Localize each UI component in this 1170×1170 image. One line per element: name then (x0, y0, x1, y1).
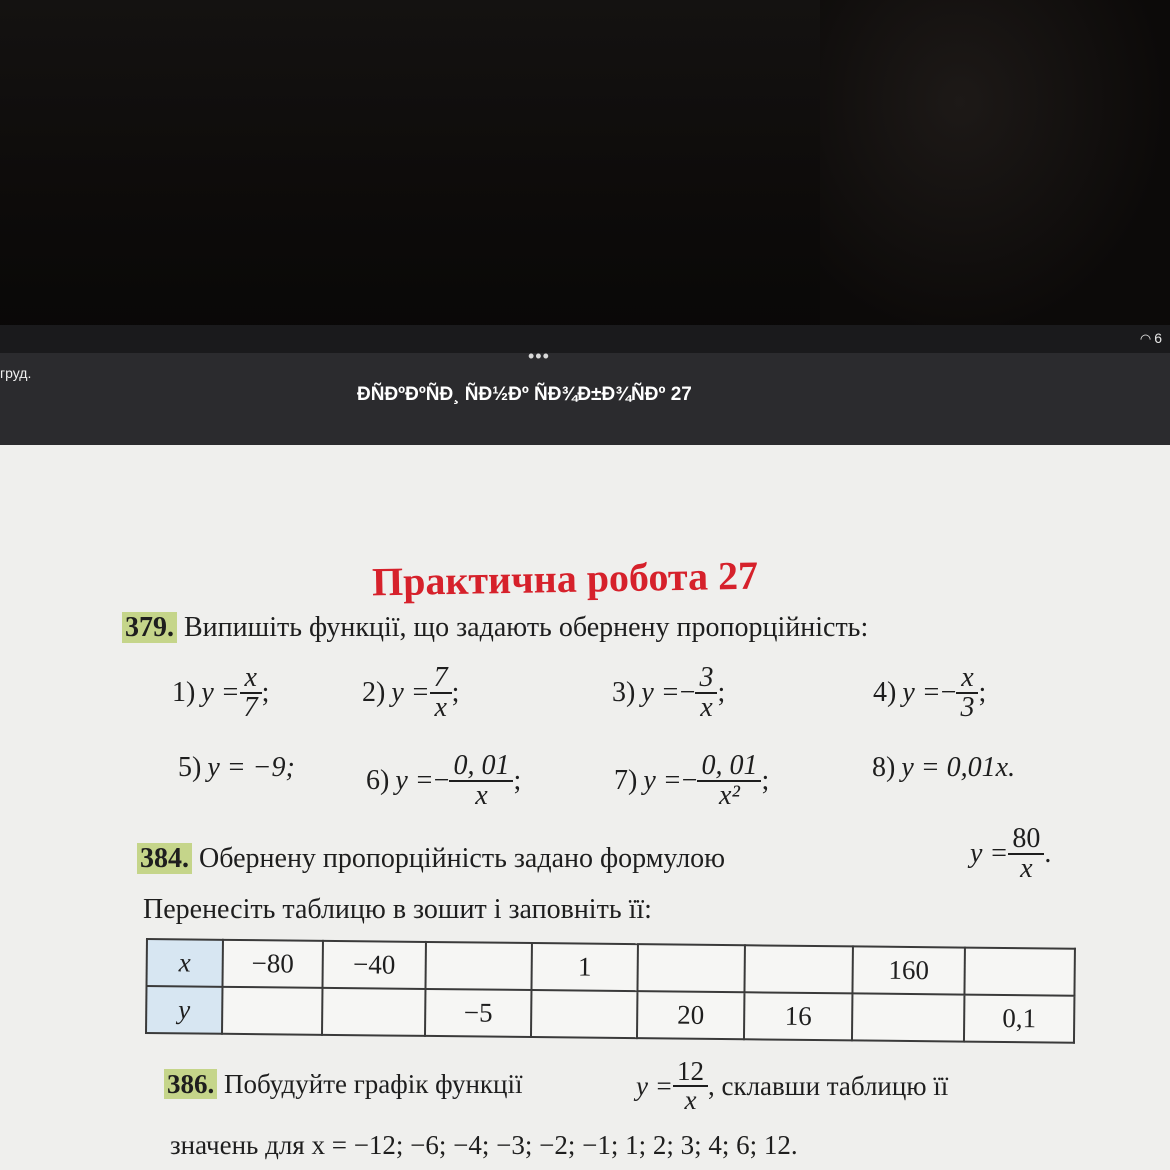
function-item (612, 664, 725, 722)
task-number: 379. (122, 612, 177, 643)
denominator: x (673, 1085, 708, 1114)
function-fraction (695, 664, 717, 722)
formula-tail: . (1044, 838, 1052, 869)
function-tail: ; (761, 765, 770, 796)
denominator: x (449, 780, 513, 810)
function-fraction (697, 752, 761, 810)
table-header-x: x (146, 939, 222, 987)
table-cell: −5 (425, 989, 531, 1037)
denominator: x (430, 692, 452, 722)
function-item (366, 752, 521, 810)
numerator: 3 (699, 662, 714, 693)
denominator: x (695, 692, 717, 722)
table-cell (852, 993, 964, 1041)
table-cell (222, 987, 322, 1035)
table-cell (744, 945, 852, 993)
function-tail: ; (261, 677, 270, 708)
formula-after: , склавши таблицю її (707, 1070, 949, 1101)
table-cell (637, 944, 744, 992)
task-386-heading (164, 1069, 523, 1100)
denominator: x² (697, 780, 761, 810)
item-label: 4) (873, 677, 897, 708)
function-sign: − (681, 765, 698, 796)
document-title: ÐÑÐºÐºÑÐ¸ ÑÐ½Ðº ÑÐ¾Ð±Ð¾ÑÐº 27 (357, 384, 692, 405)
denominator: 7 (240, 692, 262, 722)
table-cell (964, 948, 1074, 996)
task-379-heading (122, 612, 868, 644)
task-number: 384. (137, 843, 192, 874)
function-lhs: y = (201, 677, 240, 708)
table-cell: 16 (744, 992, 852, 1040)
item-label: 3) (612, 677, 636, 708)
task-number: 386. (164, 1069, 217, 1099)
background-shadow (820, 0, 1170, 340)
formula-lhs: y = (636, 1070, 673, 1101)
task-384-instruction: Перенесіть таблицю в зошит і заповніть її: (143, 894, 652, 925)
table-cell (425, 942, 531, 990)
function-fraction (430, 664, 452, 722)
denominator: x (1008, 853, 1044, 883)
function-lhs: y = (391, 677, 430, 708)
function-fraction (449, 752, 513, 810)
wifi-icon: ◠ (1139, 331, 1152, 346)
table-cell: 160 (852, 946, 964, 994)
numerator: x (961, 662, 974, 693)
numerator: x (244, 662, 257, 693)
table-cell (322, 988, 425, 1036)
function-item (172, 664, 269, 722)
table-cell: −80 (222, 940, 322, 988)
numerator: 7 (433, 662, 448, 693)
table-cell: 20 (637, 991, 744, 1039)
function-lhs: y = (643, 765, 682, 796)
function-sign: − (679, 677, 696, 708)
item-label: 2) (362, 677, 386, 708)
numerator: 0, 01 (453, 750, 510, 781)
formula-fraction (1008, 825, 1044, 883)
numerator: 12 (676, 1056, 704, 1086)
task-text: Побудуйте графік функції (217, 1069, 523, 1099)
function-tail: ; (513, 765, 522, 796)
item-label: 7) (614, 765, 638, 796)
function-expression: y = −9; (207, 752, 295, 783)
function-tail: ; (451, 677, 460, 708)
more-options-icon[interactable]: ••• (528, 346, 550, 366)
formula-fraction (673, 1058, 708, 1114)
function-item (362, 664, 459, 722)
denominator: 3 (956, 692, 978, 722)
values-table (145, 938, 1076, 1044)
page-title: Практична робота 27 (371, 552, 759, 605)
item-label: 5) (178, 752, 202, 783)
task-384-heading (137, 843, 725, 875)
function-item (873, 664, 986, 722)
task-386-values: значень для x = −12; −6; −4; −3; −2; −1; 1; 2; 3; 4; 6; 12. (170, 1130, 798, 1160)
table-cell: 0,1 (964, 995, 1074, 1043)
function-tail: ; (978, 677, 987, 708)
task-text: Обернену пропорційність задано формулою (192, 843, 726, 874)
task-text: Випишіть функції, що задають обернену пропорційність: (177, 612, 869, 643)
function-lhs: y = (641, 677, 680, 708)
status-bar (0, 325, 1170, 353)
item-label: 6) (366, 765, 390, 796)
function-tail: ; (717, 677, 726, 708)
function-item (872, 752, 1015, 784)
function-fraction (956, 664, 978, 722)
function-lhs: y = (395, 765, 434, 796)
formula-384 (970, 825, 1051, 883)
table-row-y (146, 986, 1074, 1043)
item-label: 8) (872, 752, 896, 783)
function-item (178, 752, 295, 784)
function-lhs: y = (902, 677, 941, 708)
numerator: 80 (1012, 823, 1041, 854)
function-item (614, 752, 769, 810)
item-label: 1) (172, 677, 196, 708)
status-indicators (1140, 330, 1162, 347)
function-sign: − (940, 677, 957, 708)
formula-lhs: y = (970, 838, 1009, 869)
table-cell: 1 (531, 943, 637, 991)
numerator: 0, 01 (701, 750, 758, 781)
function-sign: − (433, 765, 450, 796)
table-cell (531, 990, 637, 1038)
table-header-y: y (146, 986, 222, 1034)
battery-level: 6 (1154, 330, 1162, 346)
back-button[interactable]: груд. (0, 365, 32, 381)
table-cell: −40 (322, 941, 425, 989)
function-fraction (240, 664, 262, 722)
function-expression: y = 0,01x. (901, 752, 1016, 783)
formula-386 (636, 1058, 948, 1114)
